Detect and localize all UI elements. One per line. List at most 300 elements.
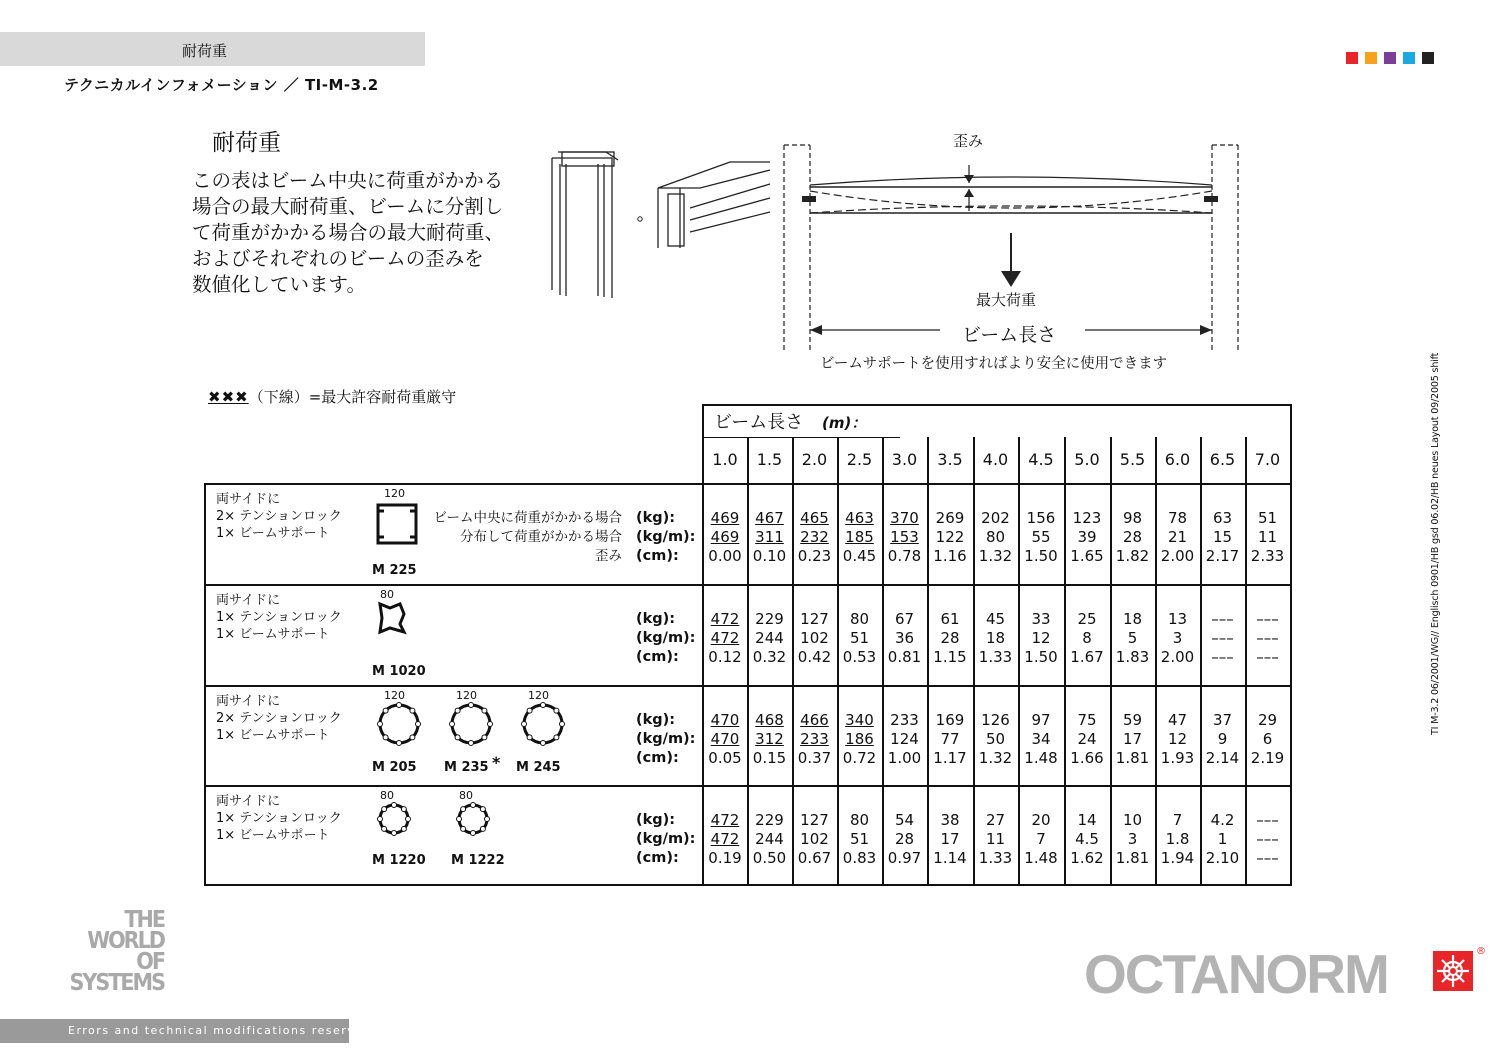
profile-dimension: 80 xyxy=(380,588,394,601)
table-cell xyxy=(1110,509,1155,566)
color-square-black xyxy=(1422,52,1434,64)
table-cell xyxy=(792,711,837,768)
table-value: 0.00 xyxy=(708,547,742,565)
table-value: 39 xyxy=(1077,528,1097,546)
length-header-cell: 3.5 xyxy=(937,450,963,469)
table-value: 2.00 xyxy=(1160,547,1195,565)
table-value: 4.2 xyxy=(1210,811,1235,829)
table-cell xyxy=(1064,509,1110,566)
unit-label: (cm): xyxy=(636,548,679,564)
table-value: 472 xyxy=(710,811,740,829)
table-value: 229 xyxy=(755,811,784,829)
table-value: 1.83 xyxy=(1115,648,1150,666)
table-cell xyxy=(747,509,792,566)
table-value: 470 xyxy=(710,711,740,729)
table-value: 0.15 xyxy=(752,749,787,767)
profile-section-icon xyxy=(520,701,570,751)
table-value: 1.16 xyxy=(933,547,967,565)
table-value: ––– xyxy=(1211,629,1234,647)
table-value: 0.05 xyxy=(708,749,742,767)
table-value: 229 xyxy=(755,610,784,628)
table-cell xyxy=(1245,811,1290,868)
table-value: 0.67 xyxy=(797,849,832,867)
table-cell xyxy=(1200,811,1245,868)
table-value: 80 xyxy=(849,610,870,628)
table-value: 202 xyxy=(981,509,1010,527)
table-value: 80 xyxy=(985,528,1006,546)
table-value: 126 xyxy=(981,711,1010,729)
table-value: 3 xyxy=(1172,629,1183,647)
table-value: 156 xyxy=(1026,509,1056,527)
octanorm-emblem-icon xyxy=(1432,950,1474,992)
table-cell xyxy=(1245,711,1290,768)
color-square-cyan xyxy=(1403,52,1415,64)
table-value: 123 xyxy=(1072,509,1102,527)
table-value: 75 xyxy=(1077,711,1097,729)
table-value: ––– xyxy=(1211,648,1234,666)
unit-label: (kg): xyxy=(636,510,676,526)
unit-label: (kg): xyxy=(636,611,676,627)
table-cell xyxy=(747,811,792,868)
table-cell xyxy=(973,509,1018,566)
table-cell xyxy=(882,811,927,868)
table-value: 2.14 xyxy=(1205,749,1240,767)
table-cell xyxy=(703,509,747,566)
table-value: 153 xyxy=(890,528,919,546)
table-value: 127 xyxy=(800,610,829,628)
table-value: 186 xyxy=(845,730,874,748)
table-value: 244 xyxy=(755,830,784,848)
table-value: 1.15 xyxy=(933,648,967,666)
profile-dimension: 120 xyxy=(456,689,477,702)
color-square-purple xyxy=(1384,52,1396,64)
table-value: 1.67 xyxy=(1070,648,1104,666)
table-cell xyxy=(703,711,747,768)
table-rule xyxy=(1290,404,1292,886)
table-value: 28 xyxy=(894,830,915,848)
table-value: 0.78 xyxy=(887,547,922,565)
profile-star: * xyxy=(492,753,501,772)
table-value: 98 xyxy=(1122,509,1143,527)
table-cell xyxy=(1155,811,1200,868)
table-cell xyxy=(1064,811,1110,868)
unit-label: (cm): xyxy=(636,649,679,665)
table-value: 0.45 xyxy=(842,547,877,565)
row-description-line: 両サイドに xyxy=(216,593,281,608)
table-value: 233 xyxy=(890,711,919,729)
table-cell xyxy=(792,509,837,566)
length-header-cell: 6.0 xyxy=(1164,450,1191,469)
table-value: 59 xyxy=(1122,711,1143,729)
profile-section-icon xyxy=(376,600,426,650)
row-description-line: 1× テンションロック xyxy=(216,610,342,625)
table-rule xyxy=(702,404,1292,406)
row-caption: ビーム中央に荷重がかかる場合 xyxy=(433,510,622,526)
intro-line: およびそれぞれのビームの歪みを xyxy=(192,247,484,270)
table-value: 102 xyxy=(800,830,829,848)
intro-text xyxy=(192,168,504,298)
length-header-cell: 6.5 xyxy=(1209,450,1236,469)
table-value: 1.32 xyxy=(978,547,1013,565)
table-value: 1 xyxy=(1217,830,1228,848)
table-value: 127 xyxy=(800,811,829,829)
registered-mark: ® xyxy=(1476,946,1486,957)
table-value: 0.23 xyxy=(797,547,832,565)
length-header-cell: 5.5 xyxy=(1119,450,1146,469)
table-value: 38 xyxy=(940,811,960,829)
table-value: 0.42 xyxy=(797,648,832,666)
intro-line: て荷重がかかる場合の最大耐荷重、 xyxy=(192,221,505,244)
length-header: ビーム長さ xyxy=(714,412,804,433)
table-value: 12 xyxy=(1031,629,1051,647)
table-value: 51 xyxy=(849,830,870,848)
table-value: 311 xyxy=(755,528,784,546)
page-title: 耐荷重 xyxy=(212,130,281,156)
table-value: 1.93 xyxy=(1160,749,1195,767)
table-value: 233 xyxy=(800,730,829,748)
table-value: ––– xyxy=(1256,830,1279,848)
table-cell xyxy=(703,811,747,868)
table-value: 232 xyxy=(800,528,829,546)
table-value: 15 xyxy=(1212,528,1233,546)
profile-name: M 1020 xyxy=(372,664,426,679)
table-value: 0.50 xyxy=(752,849,787,867)
table-cell xyxy=(882,509,927,566)
table-cell xyxy=(837,610,882,667)
table-cell xyxy=(1064,711,1110,768)
row-description-line: 2× テンションロック xyxy=(216,711,342,726)
table-value: 33 xyxy=(1031,610,1051,628)
table-value: 17 xyxy=(940,830,960,848)
length-header-cell: 4.5 xyxy=(1028,450,1054,469)
table-cell xyxy=(1155,711,1200,768)
unit-label: (cm): xyxy=(636,850,679,866)
table-value: 61 xyxy=(940,610,960,628)
table-value: 0.19 xyxy=(708,849,742,867)
length-header-cell: 2.5 xyxy=(846,450,873,469)
table-value: 77 xyxy=(940,730,960,748)
length-header-cell: 5.0 xyxy=(1074,450,1100,469)
length-header-cell: 2.0 xyxy=(801,450,828,469)
table-value: 28 xyxy=(1122,528,1143,546)
table-value: 1.00 xyxy=(887,749,922,767)
table-value: 67 xyxy=(894,610,915,628)
table-value: 2.19 xyxy=(1250,749,1285,767)
max-load-label: 最大荷重 xyxy=(976,291,1037,309)
table-cell xyxy=(973,610,1018,667)
table-value: 467 xyxy=(755,509,784,527)
table-value: 0.53 xyxy=(842,648,877,666)
table-cell xyxy=(747,610,792,667)
unit-label: (kg): xyxy=(636,712,676,728)
table-value: 244 xyxy=(755,629,784,647)
table-value: 472 xyxy=(710,629,740,647)
table-value: 51 xyxy=(849,629,870,647)
row-description-line: 両サイドに xyxy=(216,492,281,507)
table-cell xyxy=(703,610,747,667)
table-value: 37 xyxy=(1212,711,1233,729)
table-value: 0.83 xyxy=(842,849,877,867)
row-description-line: 1× ビームサポート xyxy=(216,728,330,743)
table-value: 36 xyxy=(894,629,915,647)
table-value: 465 xyxy=(800,509,829,527)
table-value: 0.97 xyxy=(887,849,922,867)
table-value: 2.17 xyxy=(1205,547,1240,565)
table-value: 7 xyxy=(1172,811,1183,829)
table-cell xyxy=(1155,509,1200,566)
table-value: 13 xyxy=(1167,610,1188,628)
table-value: 63 xyxy=(1212,509,1233,527)
intro-line: 場合の最大耐荷重、ビームに分割し xyxy=(192,195,504,218)
table-value: 0.12 xyxy=(708,648,742,666)
table-value: 1.65 xyxy=(1070,547,1104,565)
table-cell xyxy=(927,610,973,667)
table-value: 24 xyxy=(1077,730,1097,748)
unit-label: (kg/m): xyxy=(636,630,696,646)
profile-name: M 1220 xyxy=(372,853,426,868)
unit-label: (cm): xyxy=(636,750,679,766)
table-value: 1.66 xyxy=(1070,749,1104,767)
row-description-line: 1× テンションロック xyxy=(216,811,342,826)
table-value: 17 xyxy=(1122,730,1143,748)
table-value: 1.32 xyxy=(978,749,1013,767)
profile-dimension: 80 xyxy=(380,789,394,802)
intro-line: この表はビーム中央に荷重がかかる xyxy=(192,169,504,192)
profile-dimension: 120 xyxy=(528,689,549,702)
table-value: 6 xyxy=(1262,730,1273,748)
octanorm-logo: OCTANORM xyxy=(1084,943,1388,1005)
table-value: 1.8 xyxy=(1165,830,1190,848)
row-description-line: 両サイドに xyxy=(216,794,281,809)
table-value: 1.81 xyxy=(1115,849,1150,867)
table-cell xyxy=(1200,610,1245,667)
table-value: 21 xyxy=(1167,528,1188,546)
table-cell xyxy=(882,711,927,768)
table-value: ––– xyxy=(1256,811,1279,829)
table-value: 472 xyxy=(710,610,740,628)
table-value: 14 xyxy=(1077,811,1097,829)
color-square-orange xyxy=(1365,52,1377,64)
table-value: ––– xyxy=(1256,629,1279,647)
table-value: ––– xyxy=(1211,610,1234,628)
table-cell xyxy=(1018,509,1064,566)
table-value: 463 xyxy=(845,509,874,527)
table-value: 370 xyxy=(890,509,919,527)
table-cell xyxy=(1110,610,1155,667)
table-value: 8 xyxy=(1082,629,1092,647)
table-value: 9 xyxy=(1217,730,1228,748)
table-cell xyxy=(1245,610,1290,667)
support-note: ビームサポートを使用すればより安全に使用できます xyxy=(820,356,1168,372)
table-value: 269 xyxy=(935,509,965,527)
table-value: 124 xyxy=(890,730,919,748)
table-value: 11 xyxy=(985,830,1006,848)
table-value: 1.50 xyxy=(1024,547,1058,565)
color-square-red xyxy=(1346,52,1358,64)
profile-name: M 1222 xyxy=(451,853,505,868)
table-value: 470 xyxy=(710,730,740,748)
table-cell xyxy=(792,610,837,667)
table-value: 45 xyxy=(985,610,1006,628)
table-cell xyxy=(1245,509,1290,566)
profile-section-icon xyxy=(455,801,505,851)
table-value: 50 xyxy=(985,730,1006,748)
table-value: 1.33 xyxy=(978,648,1013,666)
table-value: 3 xyxy=(1127,830,1138,848)
table-value: 10 xyxy=(1122,811,1143,829)
table-value: 340 xyxy=(845,711,874,729)
profile-name: M 235 xyxy=(444,760,489,775)
table-value: 4.5 xyxy=(1075,830,1099,848)
table-value: 102 xyxy=(800,629,829,647)
profile-section-icon xyxy=(448,701,498,751)
table-cell xyxy=(837,509,882,566)
table-cell xyxy=(1110,811,1155,868)
profile-illustration xyxy=(540,148,780,298)
table-value: 25 xyxy=(1077,610,1097,628)
table-cell xyxy=(1200,711,1245,768)
table-value: 1.17 xyxy=(933,749,967,767)
profile-section-icon xyxy=(376,801,426,851)
table-value: 185 xyxy=(845,528,874,546)
length-header-cell: 4.0 xyxy=(982,450,1009,469)
unit-label: (kg): xyxy=(636,812,676,828)
table-value: 54 xyxy=(894,811,915,829)
table-value: 34 xyxy=(1031,730,1051,748)
table-value: 469 xyxy=(710,509,740,527)
table-value: 47 xyxy=(1167,711,1188,729)
length-header-cell: 7.0 xyxy=(1254,450,1281,469)
table-cell xyxy=(882,610,927,667)
table-value: 0.37 xyxy=(797,749,832,767)
table-cell xyxy=(837,811,882,868)
row-caption: 分布して荷重がかかる場合 xyxy=(460,529,622,545)
table-value: 0.32 xyxy=(752,648,787,666)
table-value: 312 xyxy=(755,730,784,748)
table-value: 469 xyxy=(710,528,740,546)
profile-name: M 205 xyxy=(372,760,417,775)
length-header-cell: 1.5 xyxy=(756,450,783,469)
table-value: 97 xyxy=(1031,711,1051,729)
table-value: 5 xyxy=(1127,629,1138,647)
table-value: 2.33 xyxy=(1250,547,1285,565)
profile-section-icon xyxy=(376,701,426,751)
table-value: 0.10 xyxy=(752,547,787,565)
table-value: 1.14 xyxy=(933,849,967,867)
table-value: 1.62 xyxy=(1070,849,1104,867)
document-subtitle: テクニカルインフォメーション ／ TI-M-3.2 xyxy=(64,76,379,94)
length-unit: (m)： xyxy=(822,414,867,432)
row-caption: 歪み xyxy=(595,548,622,564)
table-value: 11 xyxy=(1257,528,1278,546)
legend-text: （下線）=最大許容耐荷重厳守 xyxy=(248,388,457,406)
table-cell xyxy=(837,711,882,768)
intro-line: 数値化しています。 xyxy=(192,273,366,296)
profile-dimension: 120 xyxy=(384,487,405,500)
table-cell xyxy=(927,811,973,868)
table-value: 169 xyxy=(935,711,965,729)
table-value: 1.33 xyxy=(978,849,1013,867)
profile-dimension: 80 xyxy=(459,789,473,802)
length-header-cell: 3.0 xyxy=(891,450,918,469)
length-header-cell: 1.0 xyxy=(712,450,738,469)
table-value: 2.10 xyxy=(1205,849,1240,867)
beam-length-label: ビーム長さ xyxy=(962,324,1057,346)
table-value: 18 xyxy=(985,629,1006,647)
table-value: 1.48 xyxy=(1024,849,1058,867)
table-value: 29 xyxy=(1257,711,1278,729)
table-value: 51 xyxy=(1257,509,1278,527)
world-of-systems-logo: THE WORLD OF SYSTEMS xyxy=(69,907,164,996)
table-cell xyxy=(1200,509,1245,566)
profile-name: M 245 xyxy=(516,760,561,775)
profile-dimension: 120 xyxy=(384,689,405,702)
unit-label: (kg/m): xyxy=(636,831,696,847)
table-value: 80 xyxy=(849,811,870,829)
unit-label: (kg/m): xyxy=(636,731,696,747)
table-value: 78 xyxy=(1167,509,1188,527)
table-value: 466 xyxy=(800,711,829,729)
table-value: 55 xyxy=(1031,528,1051,546)
row-description-line: 1× ビームサポート xyxy=(216,828,330,843)
table-value: 20 xyxy=(1031,811,1051,829)
unit-label: (kg/m): xyxy=(636,529,696,545)
section-label: 耐荷重 xyxy=(182,42,228,60)
table-value: 1.50 xyxy=(1024,648,1058,666)
table-cell xyxy=(1018,811,1064,868)
table-cell xyxy=(927,509,973,566)
table-cell xyxy=(1155,610,1200,667)
table-value: 12 xyxy=(1167,730,1188,748)
table-cell xyxy=(973,811,1018,868)
row-description-line: 1× ビームサポート xyxy=(216,526,330,541)
table-cell xyxy=(1110,711,1155,768)
legend-marks: ✖✖✖ xyxy=(208,388,249,406)
table-value: 0.72 xyxy=(842,749,877,767)
table-cell xyxy=(1018,711,1064,768)
table-value: 122 xyxy=(935,528,965,546)
table-value: 1.82 xyxy=(1115,547,1150,565)
row-description-line: 1× ビームサポート xyxy=(216,627,330,642)
table-cell xyxy=(747,711,792,768)
table-value: 27 xyxy=(985,811,1006,829)
table-value: 2.00 xyxy=(1160,648,1195,666)
table-cell xyxy=(792,811,837,868)
table-value: 0.81 xyxy=(887,648,922,666)
table-value: ––– xyxy=(1256,610,1279,628)
side-revision-note: TI M-3.2 06/2001/WG// Englisch 0901/HB gsd 06.02/HB neues Layout 09/2005 shift xyxy=(1430,352,1441,735)
table-cell xyxy=(927,711,973,768)
table-value: 1.94 xyxy=(1160,849,1195,867)
table-cell xyxy=(1064,610,1110,667)
row-description-line: 2× テンションロック xyxy=(216,509,342,524)
profile-name: M 225 xyxy=(372,563,417,578)
deflection-label: 歪み xyxy=(953,132,984,150)
table-value: 472 xyxy=(710,830,740,848)
table-value: ––– xyxy=(1256,648,1279,666)
row-description-line: 両サイドに xyxy=(216,694,281,709)
table-value: 1.81 xyxy=(1115,749,1150,767)
legend-note xyxy=(208,386,456,407)
table-value: 1.48 xyxy=(1024,749,1058,767)
table-value: 18 xyxy=(1122,610,1143,628)
errors-notice: Errors and technical modifications reserved xyxy=(68,1024,373,1037)
table-value: 28 xyxy=(940,629,960,647)
table-rule xyxy=(702,437,900,438)
table-value: ––– xyxy=(1256,849,1279,867)
table-value: 468 xyxy=(755,711,784,729)
table-cell xyxy=(973,711,1018,768)
